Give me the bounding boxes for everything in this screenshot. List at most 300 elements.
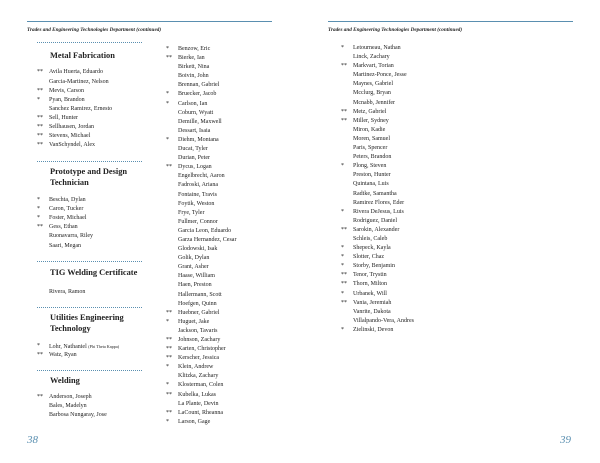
list-item [37,78,142,87]
program-sections-column [37,42,142,420]
list-item [341,190,461,199]
graduate-name: Ramirez Flores, Eder [353,199,405,206]
list-item [341,89,461,98]
list-item [341,144,461,153]
graduate-name: Preston, Hunter [353,172,391,179]
list-item [341,162,461,171]
list-item [166,318,276,327]
graduate-name: Schleis, Caleb [353,235,388,242]
graduate-name: Frye, Tyler [178,209,205,216]
graduate-name: Letourneau, Nathan [353,45,401,51]
list-item [37,393,142,402]
honor-marker [37,411,49,420]
graduate-name: Slotter, Chaz [353,254,385,261]
graduate-name: Quintana, Luis [353,181,389,188]
graduate-name: Vanrite, Dakota [353,308,391,315]
honor-marker [341,89,353,98]
honor-marker: ** [341,281,347,288]
list-item [166,309,276,318]
list-item [341,290,461,299]
graduate-name: Miron, Kadie [353,126,386,133]
graduate-name: Mcclurg, Bryan [353,90,391,97]
list-item [37,68,142,77]
list-item [166,81,276,90]
left-header-rule [27,21,272,22]
list-item [341,135,461,144]
list-item [166,336,276,345]
honor-marker: * [37,96,40,103]
list-item [341,299,461,308]
list-item [37,402,142,411]
name-list [37,68,142,150]
graduate-name: Shepeck, Kayla [353,245,391,252]
list-item [37,132,142,141]
honor-marker: * [166,318,169,325]
honor-marker: * [341,290,344,297]
list-item [341,326,461,335]
section-metal-fabrication [37,42,142,150]
graduate-name: Huebner, Gabriel [178,309,220,316]
honor-marker [166,63,178,72]
list-item [341,317,461,326]
honor-marker [341,126,353,135]
list-item [166,227,276,236]
graduate-name: Boivin, John [178,73,209,80]
honor-marker: ** [37,114,43,121]
list-item [37,205,142,214]
graduate-name: Klein, Andrew [178,364,214,371]
list-item [341,208,461,217]
list-item [37,411,142,420]
graduate-name: Golik, Dylan [178,255,210,262]
graduate-name: Metz, Gabriel [353,108,387,115]
honor-marker: * [37,342,40,349]
graduate-name: Dessart, Isaia [178,127,211,134]
section-rule [37,370,142,371]
list-item [166,100,276,109]
list-item [37,123,142,132]
graduate-name: Bierke, Ian [178,55,205,62]
honor-marker: ** [166,391,172,398]
list-item [341,62,461,71]
list-item [166,263,276,272]
list-item [341,235,461,244]
graduate-name [49,342,142,351]
name-list [37,196,142,251]
graduate-name: Larson, Gage [178,418,211,425]
honor-marker [341,71,353,80]
graduate-name: Martinez-Ponce, Jesse [353,72,407,79]
list-item [166,409,276,418]
graduate-name: Urbanek, Will [353,290,387,297]
graduate-name: Carlson, Ian [178,100,208,107]
left-running-header: Trades and Engineering Technologies Department (continued) [27,27,162,33]
honor-marker: ** [37,393,43,400]
honor-marker [341,190,353,199]
honor-marker: ** [166,164,172,171]
name-list [37,288,142,297]
list-item [166,245,276,254]
honor-marker [166,281,178,290]
honor-marker: * [166,382,169,389]
list-item [341,171,461,180]
graduate-name: Kubelka, Lukas [178,391,216,398]
honor-marker [166,300,178,309]
graduate-name: Bruecker, Jacob [178,91,217,98]
list-item [166,200,276,209]
list-item [166,291,276,300]
honor-marker [166,236,178,245]
list-item [166,191,276,200]
honor-marker: * [166,46,169,52]
list-item [166,300,276,309]
honor-marker [166,109,178,118]
section-tig-welding [37,261,142,298]
honor-marker [166,400,178,409]
list-item [166,72,276,81]
list-item [341,271,461,280]
honor-marker: ** [37,133,43,140]
graduate-name: Storby, Benjamin [353,263,395,270]
graduate-name: Markvart, Torian [353,63,394,70]
honor-marker [166,209,178,218]
graduate-name: Klosterman, Colen [178,382,224,389]
graduate-name: Karten, Christopher [178,346,226,353]
graduate-name: Anderson, Joseph [49,393,92,400]
graduate-name: Saari, Megan [49,242,81,249]
honor-marker [37,78,49,87]
graduate-name: Paris, Spencer [353,145,388,152]
graduate-name: La Plante, Devin [178,400,219,407]
list-item [341,280,461,289]
graduate-name: Garcia Leon, Eduardo [178,227,232,234]
honor-marker [341,53,353,62]
list-item [166,172,276,181]
honor-marker: ** [37,123,43,130]
list-item [166,45,276,54]
graduate-name: Birkett, Nina [178,64,210,71]
graduate-name: Caron, Tucker [49,206,84,213]
list-item [166,154,276,163]
list-item [166,181,276,190]
honor-marker: * [341,245,344,252]
list-item [37,105,142,114]
honor-marker [166,227,178,236]
list-item [341,153,461,162]
list-item [37,214,142,223]
name-list [37,393,142,420]
honor-marker: ** [37,87,43,94]
honor-marker: * [341,45,344,51]
honor-marker [166,191,178,200]
list-item [166,236,276,245]
graduate-name: Hallermann, Scott [178,291,222,298]
honor-marker [166,145,178,154]
honor-marker [37,402,49,411]
list-item [166,254,276,263]
section-rule [37,42,142,43]
left-page-number: 38 [27,434,38,446]
graduate-name: Fullmer, Connor [178,218,218,225]
graduate-name: Sanchez Ramirez, Ernesto [49,105,113,112]
honor-marker: * [341,208,344,215]
section-title: Prototype and Design Technician [50,167,128,187]
graduate-name: Dycus, Logan [178,164,212,171]
list-item [37,242,142,251]
list-item [37,96,142,105]
list-item [37,87,142,96]
list-item [166,281,276,290]
graduate-name: Thorn, Milton [353,281,387,288]
honor-marker: * [341,163,344,170]
honor-marker: ** [341,63,347,70]
graduate-name: Foster, Michael [49,215,87,222]
section-rule [37,307,142,308]
section-title: Utilities Engineering Technology [50,313,124,333]
list-item [166,118,276,127]
graduate-name: Durian, Peter [178,155,210,162]
honor-marker [166,218,178,227]
honor-marker [341,144,353,153]
honor-marker [166,263,178,272]
graduate-name: Zielinski, Devon [353,326,394,333]
section-rule [37,161,142,162]
honor-marker [166,72,178,81]
graduate-name: Sarokin, Alexander [353,226,400,233]
honor-marker: ** [37,352,43,359]
section-title: Welding [50,376,80,386]
graduate-name: Bales, Madelyn [49,402,87,409]
honor-marker: * [166,364,169,371]
graduate-name: Garza Hernandez, Cesar [178,236,237,243]
list-item [166,381,276,390]
honor-marker: ** [166,346,172,353]
graduate-name: Stevens, Michael [49,133,91,140]
graduate-name: Foytik, Weston [178,200,215,207]
honor-marker: * [166,136,169,143]
list-item [166,418,276,427]
honor-marker: ** [341,117,347,124]
graduate-name: Barbosa Nungaray, Jose [49,411,107,418]
honor-marker: * [341,263,344,270]
section-utilities-engineering [37,307,142,360]
honor-marker [166,200,178,209]
list-item [166,136,276,145]
honor-marker: ** [37,69,43,76]
name-list [37,342,142,360]
list-item [166,90,276,99]
list-item [37,232,142,241]
graduate-name: VanSchyndel, Alex [49,142,95,149]
honor-marker [37,288,49,297]
list-item [166,209,276,218]
graduate-name: Fadroski, Ariana [178,182,218,189]
welding-names-column [166,45,276,427]
graduate-name: Engelbrecht, Aaron [178,173,225,180]
list-item [166,354,276,363]
list-item [341,108,461,117]
graduate-name: Miller, Sydney [353,117,389,124]
right-header-rule [328,21,573,22]
graduate-name: Ruonavarra, Riley [49,233,93,240]
list-item [166,345,276,354]
honor-marker: ** [341,108,347,115]
honor-marker [341,317,353,326]
graduate-name: Johnson, Zachary [178,337,221,343]
graduate-name: Huguet, Jake [178,318,210,325]
honor-marker: ** [166,55,172,62]
honor-marker: ** [166,337,172,343]
list-item [166,272,276,281]
honor-marker [341,199,353,208]
graduate-name: Rivera DeJesus, Luis [353,208,404,215]
graduate-name: Klitzka, Zachary [178,373,219,380]
section-title: Metal Fabrication [50,51,115,60]
graduate-name: Coburn, Wyatt [178,109,214,116]
list-item [166,63,276,72]
honor-marker [166,254,178,263]
list-item [37,288,142,297]
graduate-name: Watz, Ryan [49,352,77,359]
right-running-header: Trades and Engineering Technologies Department (continued) [328,27,463,33]
honor-marker: ** [37,224,43,231]
list-item [37,141,142,150]
list-item [37,223,142,232]
honor-marker [166,127,178,136]
graduate-name: Haen, Preston [178,282,212,289]
graduate-name: Linck, Zachary [353,54,390,61]
graduate-name: Fontaine, Travis [178,191,218,198]
list-item [166,372,276,381]
list-item [341,44,461,53]
honor-marker [166,372,178,381]
graduate-name: Rivera, Ramon [49,289,86,296]
graduate-name: Ducat, Tyler [178,146,208,153]
honor-society-note: (Phi Theta Kappa) [88,343,120,349]
honor-marker [166,154,178,163]
graduate-name: Garcia-Martinez, Nelson [49,78,109,85]
graduate-name: Jackson, Tavaris [178,327,218,334]
honor-marker [37,105,49,114]
honor-marker [166,172,178,181]
honor-marker: * [166,418,169,425]
honor-marker: ** [166,355,172,362]
list-item [37,342,142,351]
list-item [341,99,461,108]
honor-marker: ** [341,299,347,306]
list-item [166,391,276,400]
list-item [341,80,461,89]
list-item [166,127,276,136]
honor-marker [341,217,353,226]
list-item [166,218,276,227]
graduate-name: Rodriguez, Daniel [353,217,397,224]
graduate-name: Glodowski, Isak [178,246,218,253]
graduate-name: Radtke, Samantha [353,190,397,197]
honor-marker: * [37,215,40,222]
honor-marker [341,308,353,317]
list-item [341,199,461,208]
honor-marker [166,181,178,190]
list-item [37,196,142,205]
list-item [341,53,461,62]
graduate-name: Grant, Asher [178,264,209,271]
graduate-name: LaCount, Rheanna [178,409,223,416]
honor-marker [341,235,353,244]
right-page-number: 39 [560,434,571,446]
list-item [341,226,461,235]
graduate-name: Pyan, Brandon [49,96,85,103]
graduate-name: Kerscher, Jessica [178,355,220,362]
graduate-name: Tenor, Trystin [353,272,387,279]
honor-marker: * [341,254,344,261]
honor-marker: * [166,100,169,107]
honor-marker [37,232,49,241]
list-item [166,363,276,372]
honor-marker: * [37,206,40,213]
graduate-name: Peters, Brandon [353,154,392,161]
honor-marker: ** [166,309,172,316]
honor-marker: ** [166,409,172,416]
honor-marker [341,180,353,189]
list-item [341,253,461,262]
graduate-name: Benzow, Eric [178,46,211,52]
honor-marker: * [166,91,169,98]
honor-marker: ** [341,226,347,233]
honor-marker [341,153,353,162]
list-item [166,327,276,336]
graduate-name: Avila Huerta, Eduardo [49,69,104,76]
honor-marker [166,118,178,127]
section-prototype-design [37,161,142,250]
graduate-name: Moren, Samuel [353,135,390,142]
honor-marker: * [341,326,344,333]
list-item [166,163,276,172]
list-item [166,54,276,63]
graduate-name: Hoefgen, Quinn [178,300,217,307]
graduate-name: Diehm, Montana [178,136,219,143]
list-item [341,117,461,126]
graduate-name: Gess, Ethan [49,224,78,231]
graduate-name: Brennan, Gabriel [178,82,220,89]
list-item [341,180,461,189]
honor-marker [341,99,353,108]
section-welding [37,370,142,420]
honor-marker [341,80,353,89]
honor-marker [37,242,49,251]
graduate-name: Beschta, Dylan [49,197,86,204]
honor-marker [166,81,178,90]
list-item [341,308,461,317]
honor-marker [166,327,178,336]
graduate-name-text: Lohr, Nathaniel [49,343,87,350]
list-item [166,400,276,409]
honor-marker [166,245,178,254]
graduate-name: Sell, Hunter [49,114,78,121]
graduate-name: Villalpando-Vera, Andres [353,317,414,324]
graduate-name: Vania, Jeremiah [353,299,392,306]
list-item [341,126,461,135]
section-rule [37,261,142,262]
honor-marker [166,291,178,300]
graduate-name: Sellhausen, Jordan [49,123,94,130]
graduate-name: Demille, Maxwell [178,118,222,125]
list-item [341,262,461,271]
honor-marker [166,272,178,281]
list-item [341,244,461,253]
honor-marker: ** [37,142,43,149]
section-title: TIG Welding Certificate [50,267,138,277]
